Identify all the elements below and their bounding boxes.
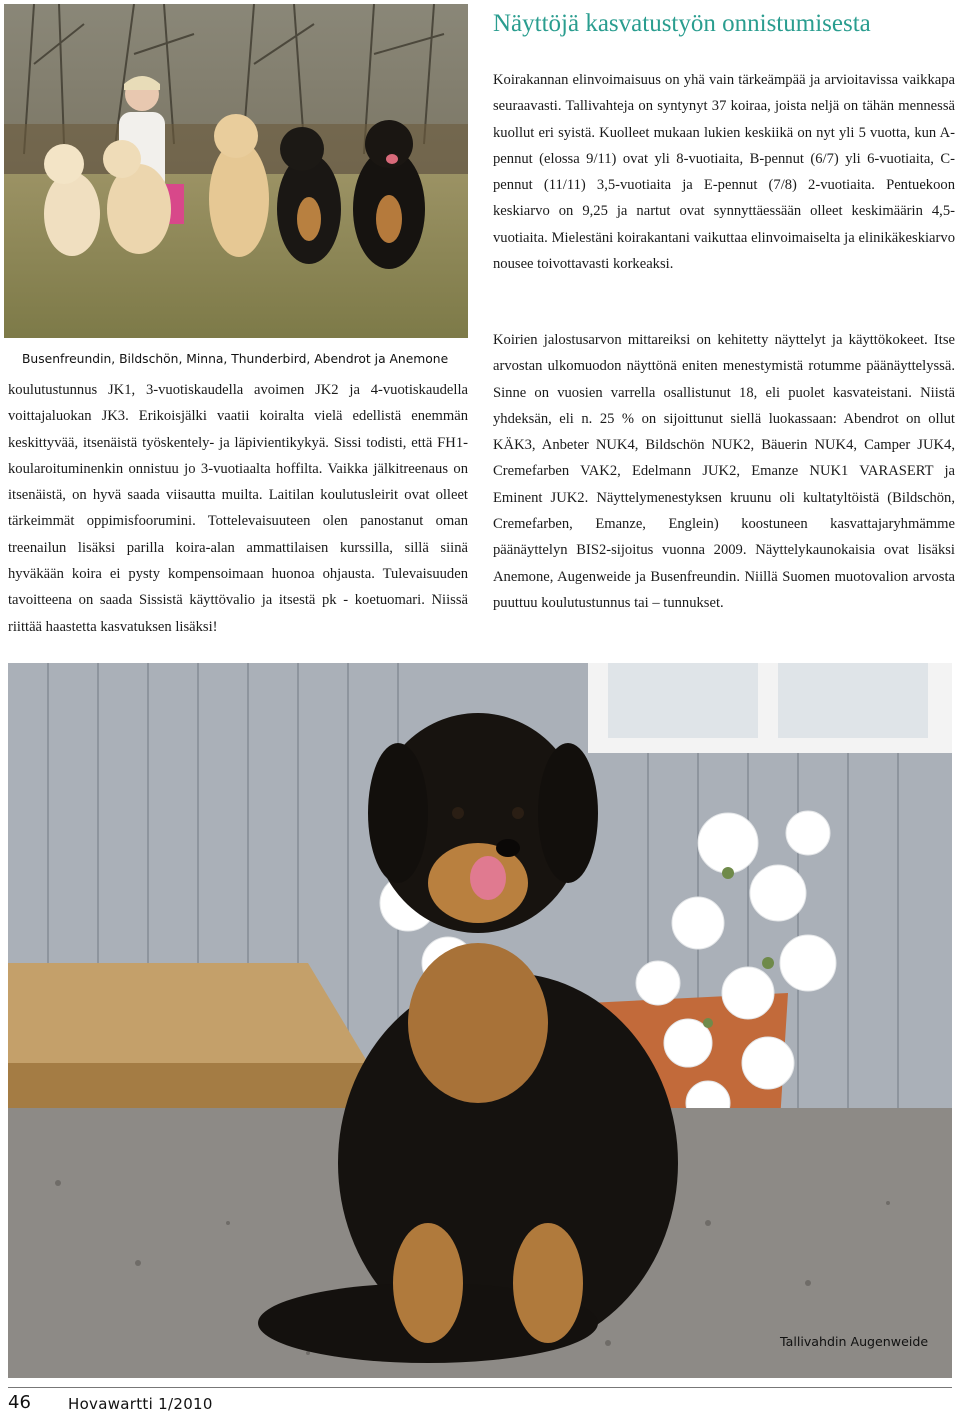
page-number: 46 [8,1392,31,1413]
magazine-issue: Hovawartti 1/2010 [68,1395,213,1413]
article-title: Näyttöjä kasvatustyön onnistumisesta [493,10,871,37]
group-photo [4,4,468,338]
right-column [493,327,955,616]
intro-paragraph [493,67,955,277]
top-photo-caption: Busenfreundin, Bildschön, Minna, Thunderbird, Abendrot ja Anemone [22,352,449,366]
left-column-text: koulutustunnus JK1, 3-vuotiskaudella avoimen JK2 ja 4-vuotiskaudella voittajaluokan JK3. Erikoisjälki vaatii koiralta vielä edellistä enemmän keskittyvää, itsenäistä työskentely- ja läpivientikykyä. Sissi todisti, että FH1-koularoituminenkin onnistuu jo 3-vuotiaalta hoffilta. Vaikka jälkitreenaus on itsenäistä, on hyvä saada viisautta muilta. Laitilan koulutusleirit ovat olleet tärkeimmät oppimisfoorumini. Tottelevaisuuteen olen panostanut oman treenailun lisäksi parilla koira-alan ammattilaisen kurssilla, sillä siinä hyväkään koira ei pysty kompensoimaan huonoa ohjausta. Tulevaisuuden tavoitteena on saada Sissistä käyttövalio ja itsestä pk - koetuomari. Niissä riittää haastetta kasvatuksen lisäksi! [8,382,468,635]
dog-photo [8,663,952,1378]
bottom-photo-caption: Tallivahdin Augenweide [780,1334,929,1349]
left-column [8,377,468,640]
right-column-text: Koirien jalostusarvon mittareiksi on kehitetty näyttelyt ja käyttökokeet. Itse arvostan ulkomuodon näyttönä eniten menestymistä rotumme päänäyttelyssä. Sinne on vuosien varrella osallistunut 18, eli puolet kasvateistani. Niistä yhdeksän, eli n. 25 % on sijoittunut siellä luokassaan: Abendrot on ollut KÄK3, Anbeter NUK4, Bildschön NUK2, Bäuerin NUK4, Camper JUK4, Cremefarben VAK2, Edelmann JUK2, Emanze NUK1 VARASERT ja Eminent JUK2. Näyttelymenestyksen kruunu oli kultatyltöistä (Bildschön, Cremefarben, Emanze, Englein) koostuneen kasvattajaryhmämme päänäyttelyn BIS2-sijoitus vuonna 2009. Näyttelykaunokaisia ovat lisäksi Anemone, Augenweide ja Busenfreundin. Niillä Suomen muotovalion arvosta puuttuu koulutustunnus tai – tunnukset. [493,332,955,611]
intro-text: Koirakannan elinvoimaisuus on yhä vain tärkeämpää ja arvioitavissa vaikkapa seuraavasti. Tallivahteja on syntynyt 37 koiraa, joista neljä on tähän mennessä kuollut eri syistä. Kuolleet mukaan lukien keskiikä on nyt yli 5 vuotta, kun A-pennut (elossa 9/11) ovat yli 8-vuotiaita, B-pennut (6/7) yli 6-vuotiaita, C-pennut (11/11) 3,5-vuotiaita ja E-pennut (7/8) 2-vuotiaita. Pentuekoon keskiarvo on 9,25 ja nartut ovat synnyttäessään olleet keskimäärin 4,5-vuotiaita. Mielestäni koirakantani vaikuttaa elinvoimaiselta ja elinikäkeskiarvo nousee toivottavasti korkeaksi. [493,72,955,273]
footer-divider [8,1387,952,1388]
